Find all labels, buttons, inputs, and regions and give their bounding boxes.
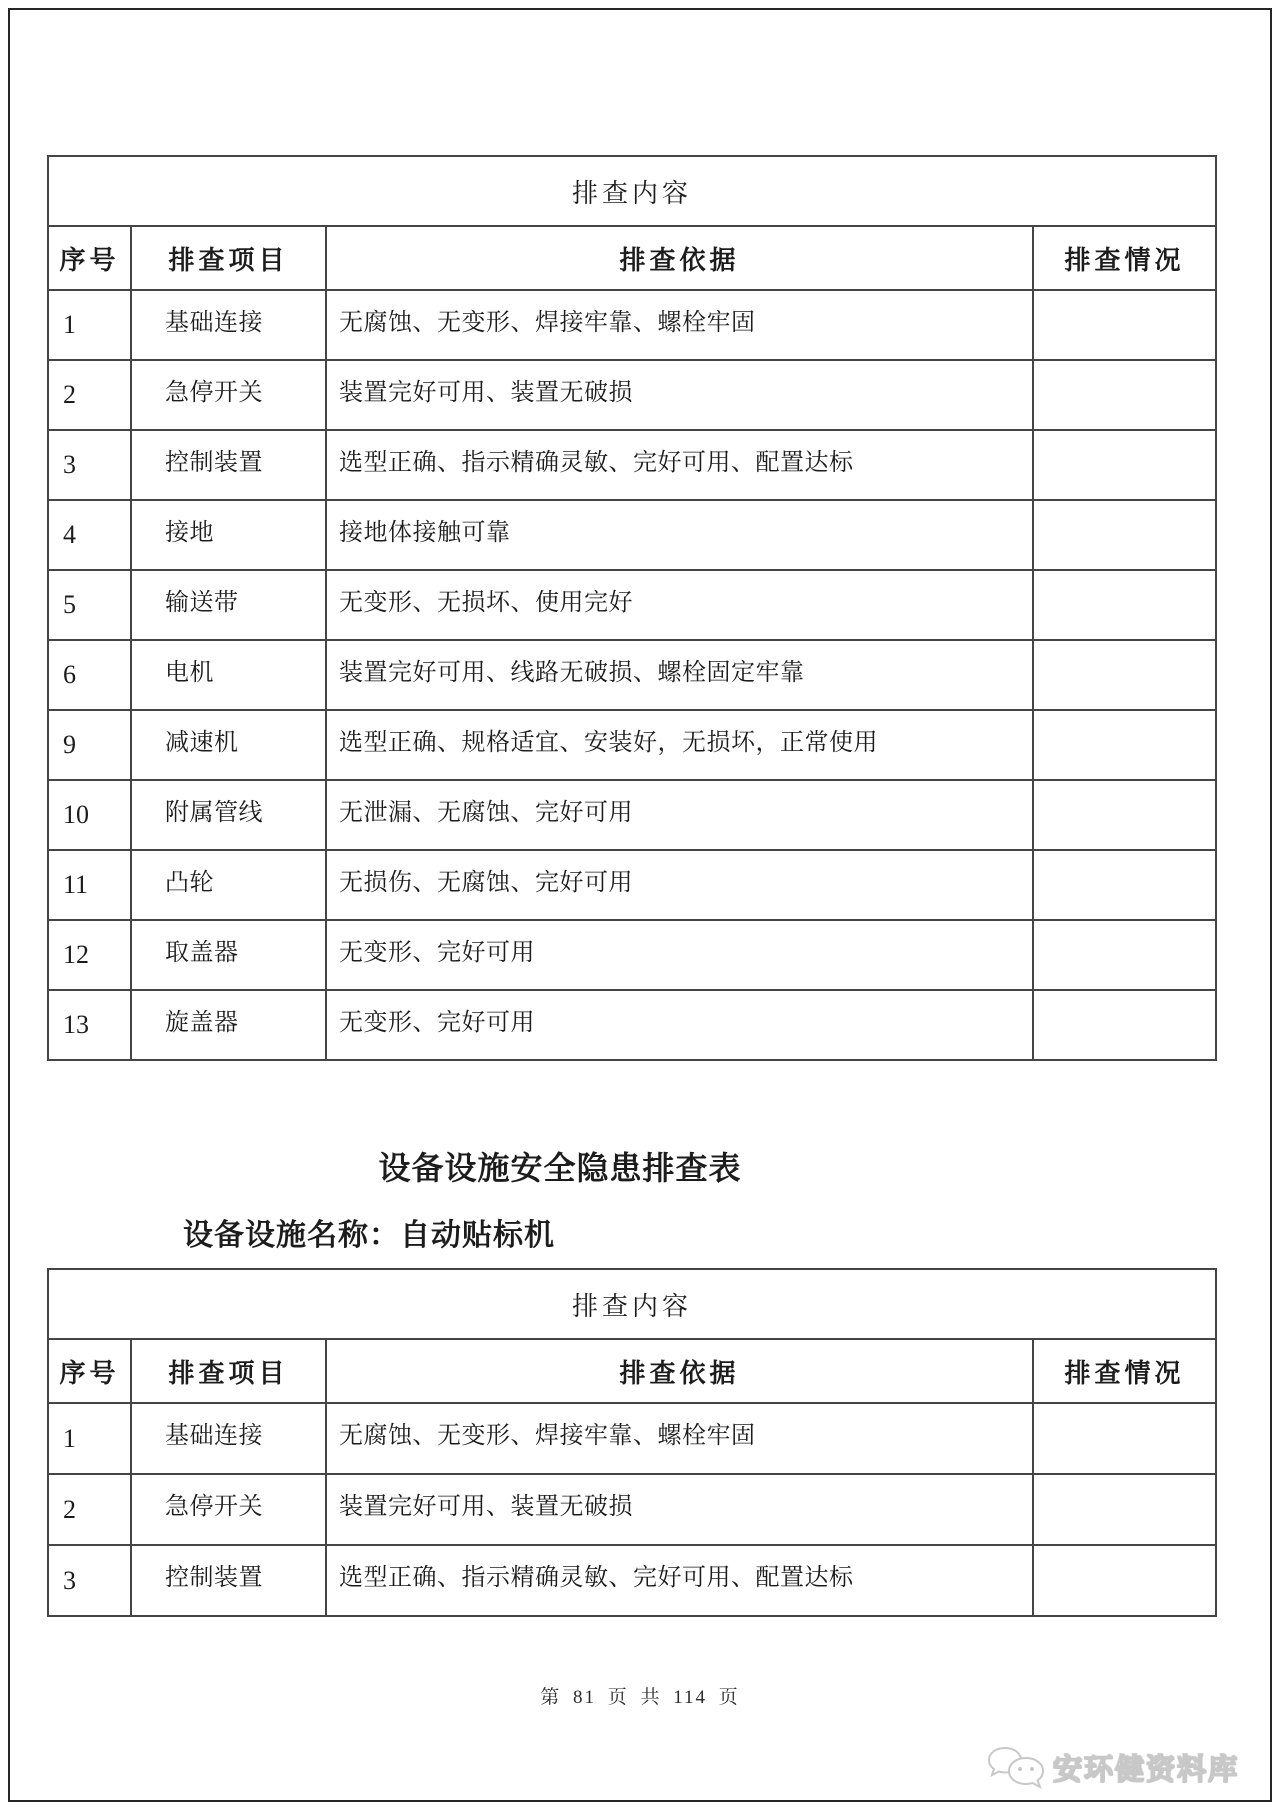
inspection-status-cell — [1033, 500, 1216, 570]
watermark-label: 安环健资料库 — [1053, 1753, 1240, 1786]
inspection-status-cell — [1033, 430, 1216, 500]
inspection-item: 基础连接 — [131, 290, 326, 360]
inspection-status-cell — [1033, 920, 1216, 990]
equipment-name-label: 设备设施名称：自动贴标机 — [183, 1219, 555, 1252]
table-row — [48, 920, 1216, 990]
inspection-item: 接地 — [131, 500, 326, 570]
inspection-status-cell — [1033, 850, 1216, 920]
row-number: 2 — [48, 1474, 131, 1545]
row-number: 2 — [48, 360, 131, 430]
table-row — [48, 710, 1216, 780]
inspection-status-cell — [1033, 640, 1216, 710]
column-header-row — [48, 226, 1216, 290]
table-row — [48, 640, 1216, 710]
inspection-item: 取盖器 — [131, 920, 326, 990]
row-number: 1 — [48, 290, 131, 360]
table-content-title: 排查内容 — [48, 1269, 1216, 1339]
row-number: 6 — [48, 640, 131, 710]
table-row — [48, 850, 1216, 920]
table-row — [48, 1545, 1216, 1616]
inspection-table-1 — [47, 155, 1217, 1061]
column-header-status: 排查情况 — [1033, 1339, 1216, 1403]
inspection-basis: 无腐蚀、无变形、焊接牢靠、螺栓牢固 — [326, 290, 1033, 360]
row-number: 3 — [48, 430, 131, 500]
table-row — [48, 780, 1216, 850]
watermark — [985, 1742, 1239, 1792]
inspection-status-cell — [1033, 990, 1216, 1060]
table-row — [48, 500, 1216, 570]
inspection-item: 急停开关 — [131, 1474, 326, 1545]
table-row — [48, 990, 1216, 1060]
inspection-basis: 装置完好可用、线路无破损、螺栓固定牢靠 — [326, 640, 1033, 710]
row-number: 12 — [48, 920, 131, 990]
column-header-basis: 排查依据 — [326, 226, 1033, 290]
inspection-status-cell — [1033, 780, 1216, 850]
table-row — [48, 360, 1216, 430]
column-header-status: 排查情况 — [1033, 226, 1216, 290]
table-row — [48, 570, 1216, 640]
inspection-status-cell — [1033, 1545, 1216, 1616]
inspection-basis: 接地体接触可靠 — [326, 500, 1033, 570]
row-number: 5 — [48, 570, 131, 640]
inspection-basis: 装置完好可用、装置无破损 — [326, 1474, 1033, 1545]
inspection-item: 减速机 — [131, 710, 326, 780]
inspection-item: 凸轮 — [131, 850, 326, 920]
column-header-row — [48, 1339, 1216, 1403]
column-header-no: 序号 — [48, 1339, 131, 1403]
inspection-item: 控制装置 — [131, 430, 326, 500]
inspection-basis: 选型正确、指示精确灵敏、完好可用、配置达标 — [326, 1545, 1033, 1616]
row-number: 9 — [48, 710, 131, 780]
row-number: 11 — [48, 850, 131, 920]
inspection-status-cell — [1033, 1474, 1216, 1545]
inspection-item: 电机 — [131, 640, 326, 710]
row-number: 10 — [48, 780, 131, 850]
content-title-row — [48, 1269, 1216, 1339]
inspection-basis: 无腐蚀、无变形、焊接牢靠、螺栓牢固 — [326, 1403, 1033, 1474]
table-row — [48, 290, 1216, 360]
row-number: 1 — [48, 1403, 131, 1474]
inspection-status-cell — [1033, 570, 1216, 640]
inspection-basis: 无变形、完好可用 — [326, 990, 1033, 1060]
row-number: 3 — [48, 1545, 131, 1616]
inspection-basis: 无变形、完好可用 — [326, 920, 1033, 990]
page-title: 设备设施安全隐患排查表 — [378, 1150, 742, 1186]
inspection-basis: 选型正确、指示精确灵敏、完好可用、配置达标 — [326, 430, 1033, 500]
inspection-status-cell — [1033, 710, 1216, 780]
column-header-basis: 排查依据 — [326, 1339, 1033, 1403]
column-header-item: 排查项目 — [131, 1339, 326, 1403]
inspection-item: 输送带 — [131, 570, 326, 640]
chat-bubbles-icon — [985, 1742, 1047, 1792]
inspection-item: 基础连接 — [131, 1403, 326, 1474]
table-row — [48, 1474, 1216, 1545]
inspection-item: 急停开关 — [131, 360, 326, 430]
row-number: 13 — [48, 990, 131, 1060]
column-header-item: 排查项目 — [131, 226, 326, 290]
table-row — [48, 1403, 1216, 1474]
inspection-status-cell — [1033, 360, 1216, 430]
page-number-indicator: 第 81 页 共 114 页 — [540, 1687, 740, 1708]
table-content-title: 排查内容 — [48, 156, 1216, 226]
inspection-status-cell — [1033, 1403, 1216, 1474]
inspection-item: 控制装置 — [131, 1545, 326, 1616]
table-row — [48, 430, 1216, 500]
inspection-table-2 — [47, 1268, 1217, 1617]
inspection-basis: 装置完好可用、装置无破损 — [326, 360, 1033, 430]
inspection-basis: 选型正确、规格适宜、安装好，无损坏，正常使用 — [326, 710, 1033, 780]
inspection-status-cell — [1033, 290, 1216, 360]
row-number: 4 — [48, 500, 131, 570]
content-title-row — [48, 156, 1216, 226]
column-header-no: 序号 — [48, 226, 131, 290]
inspection-item: 旋盖器 — [131, 990, 326, 1060]
inspection-basis: 无损伤、无腐蚀、完好可用 — [326, 850, 1033, 920]
inspection-item: 附属管线 — [131, 780, 326, 850]
inspection-basis: 无泄漏、无腐蚀、完好可用 — [326, 780, 1033, 850]
inspection-basis: 无变形、无损坏、使用完好 — [326, 570, 1033, 640]
